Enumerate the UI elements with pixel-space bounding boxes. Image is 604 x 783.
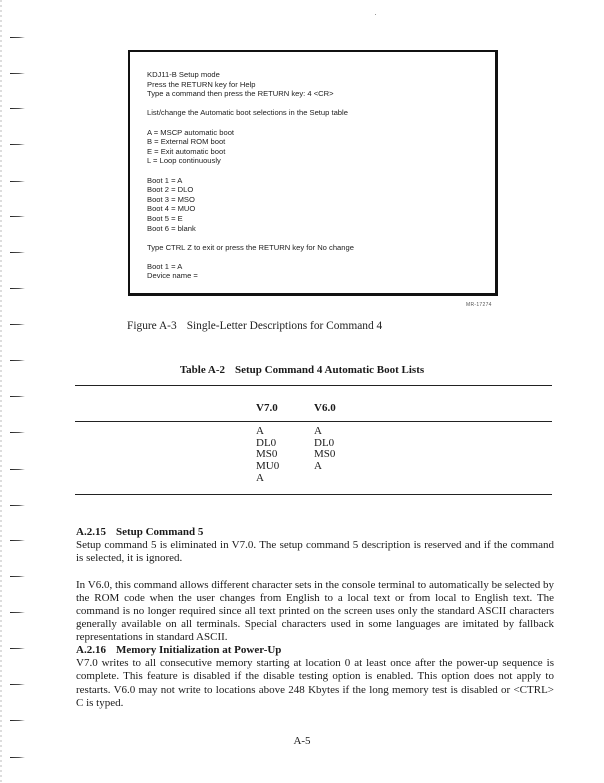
screen-line: List/change the Automatic boot selections in the Setup table xyxy=(147,108,348,118)
column-header-v60: V6.0 xyxy=(314,402,336,414)
table-cell: MS0 xyxy=(314,448,336,461)
section-a-2-16 xyxy=(76,644,554,710)
paragraph: In V6.0, this command allows different character sets in the console terminal to automatically be selected by the ROM code when the user changes from English to a local text or from local to English text. The command is no longer required since all text printed on the screen uses only the standard ASCII characters generally available on all terminals. Special characters used in some languages are imitated by fallback representations in standard ASCII. xyxy=(76,578,554,644)
figure-number: Figure A-3 xyxy=(127,320,177,332)
page-number: A-5 xyxy=(293,735,311,747)
table-cell: MU0 xyxy=(256,460,280,473)
screen-line: Boot 2 = DLO xyxy=(147,185,194,195)
screen-line: Device name = xyxy=(147,271,198,281)
screen-line: L = Loop continuously xyxy=(147,156,221,166)
figure-caption-text: Single-Letter Descriptions for Command 4 xyxy=(186,320,383,332)
screen-line: E = Exit automatic boot xyxy=(147,146,226,156)
screen-line: Boot 1 = A xyxy=(147,261,183,271)
table-number: Table A-2 xyxy=(179,364,225,376)
table-cell: A xyxy=(256,425,264,437)
table-cell: DL0 xyxy=(256,436,277,449)
section-a-2-15 xyxy=(76,526,554,645)
section-title: Setup Command 5 xyxy=(115,526,204,538)
figure-caption xyxy=(127,320,382,332)
table-header-rule xyxy=(75,421,552,422)
section-number: A.2.16 xyxy=(76,644,106,656)
section-number: A.2.15 xyxy=(76,526,106,538)
section-title: Memory Initialization at Power-Up xyxy=(115,644,282,656)
screen-line: B = External ROM boot xyxy=(147,137,226,147)
column-v60 xyxy=(314,426,335,473)
scan-speck xyxy=(375,14,376,15)
table-title xyxy=(0,364,604,376)
screen-line: Type a command then press the RETURN key: 4 <CR> xyxy=(147,89,334,99)
screen-line: Boot 6 = blank xyxy=(147,223,196,233)
screen-line: Boot 5 = E xyxy=(147,213,183,223)
terminal-text xyxy=(147,70,354,281)
table-cell: A xyxy=(314,425,322,437)
table-cell: A xyxy=(256,471,264,484)
terminal-screen-figure xyxy=(128,50,498,296)
table-cell: DL0 xyxy=(314,436,335,449)
table-cell: A xyxy=(314,460,322,473)
table-top-rule xyxy=(75,385,552,386)
section-heading xyxy=(76,644,554,657)
screen-line: Press the RETURN key for Help xyxy=(147,79,256,89)
section-heading xyxy=(76,526,554,539)
screen-line: Boot 3 = MSO xyxy=(147,194,195,204)
table-title-text: Setup Command 4 Automatic Boot Lists xyxy=(234,364,425,376)
paragraph: V7.0 writes to all consecutive memory starting at location 0 at least once after the power-up sequence is complete. This feature is disabled if the disable testing option is enabled. This option does not apply to restarts. V6.0 may not write to locations above 248 Kbytes if the long memory test is disabled or <CTRL> C is typed. xyxy=(76,657,554,709)
table-cell: MS0 xyxy=(256,448,278,461)
screen-line: A = MSCP automatic boot xyxy=(147,127,235,137)
screen-line: KDJ11-B Setup mode xyxy=(147,70,220,79)
column-v70 xyxy=(256,426,279,485)
paragraph: Setup command 5 is eliminated in V7.0. The setup command 5 description is reserved and if the command is selected, it is ignored. xyxy=(76,539,554,565)
column-header-v70: V7.0 xyxy=(256,402,278,414)
page-left-edge xyxy=(0,0,2,783)
screen-line: Boot 1 = A xyxy=(147,175,183,185)
screen-line: Boot 4 = MUO xyxy=(147,204,196,214)
table-bottom-rule xyxy=(75,494,552,495)
screen-line: Type CTRL Z to exit or press the RETURN key for No change xyxy=(147,242,354,252)
figure-id: MR-17274 xyxy=(466,302,492,308)
